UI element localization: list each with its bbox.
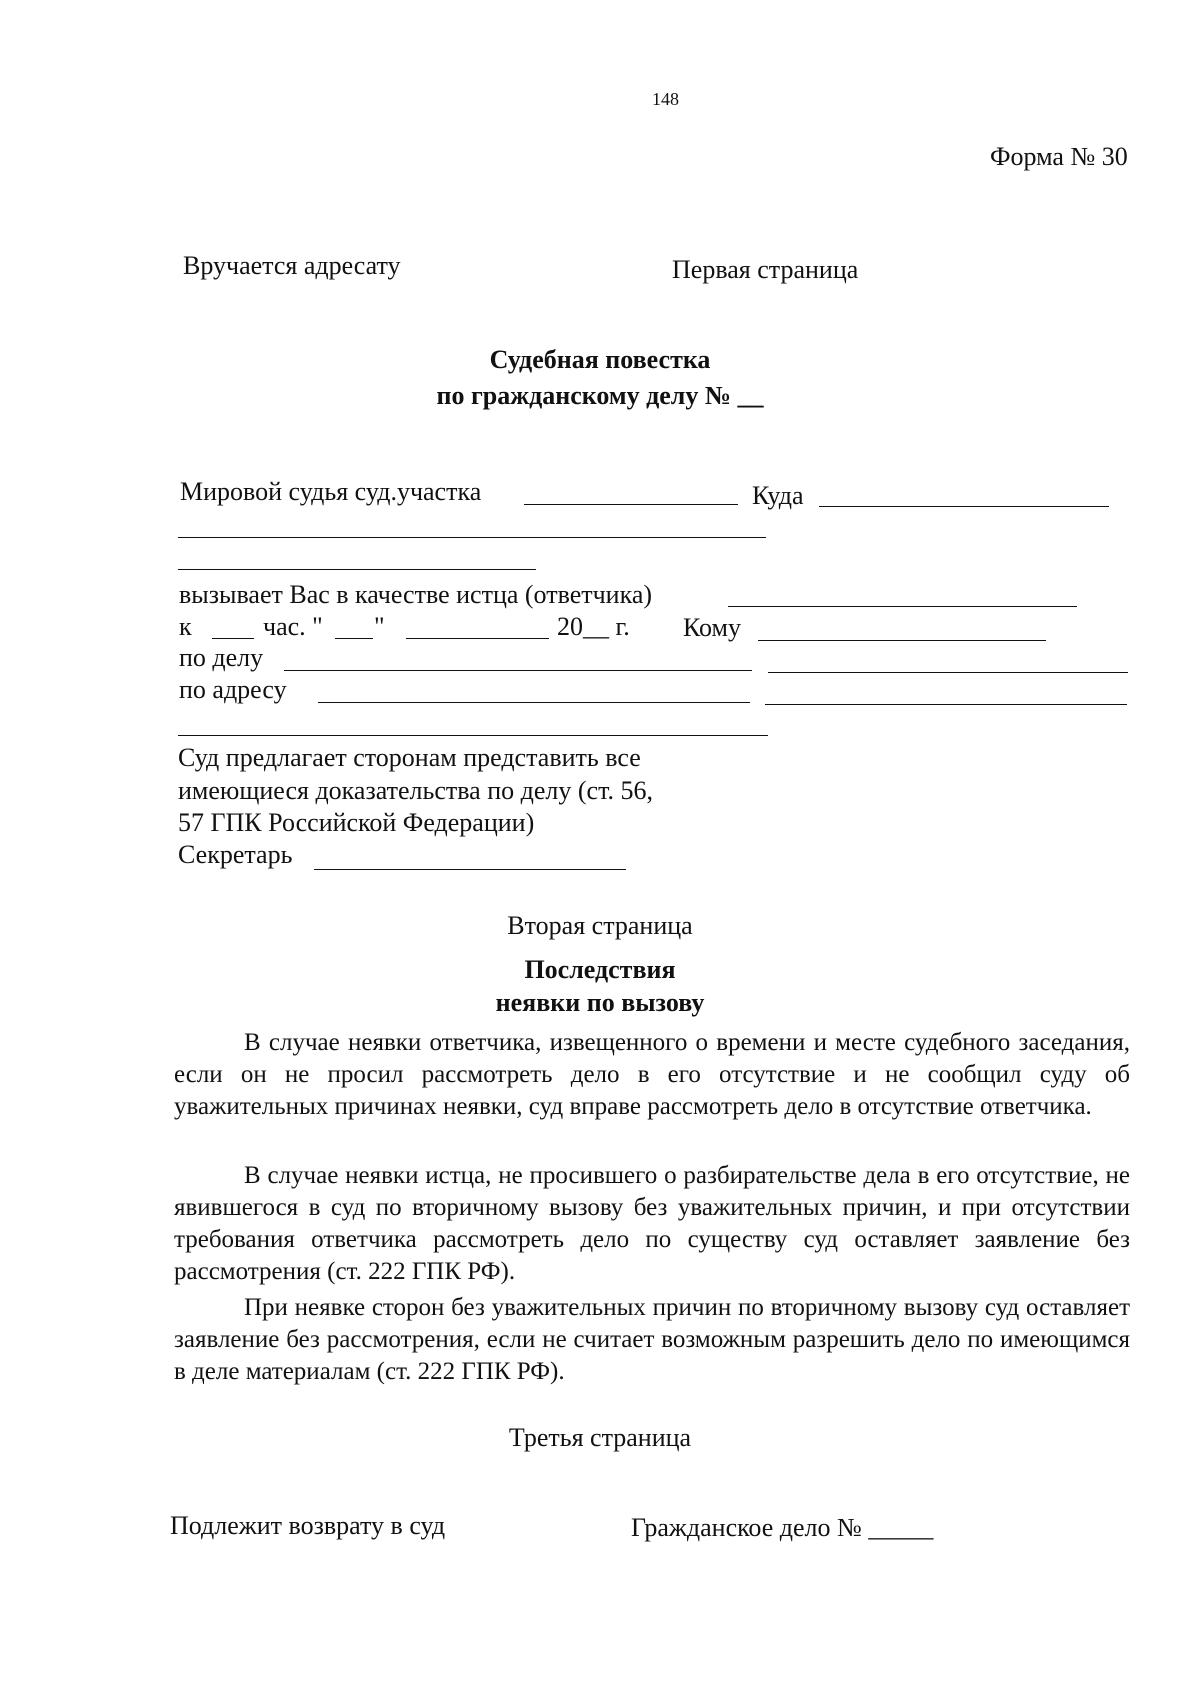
- address-label: по адресу: [179, 675, 287, 704]
- summons-title: Судебная повестка: [489, 345, 711, 374]
- consequences-title: Последствия: [524, 955, 676, 984]
- address-field-2: [178, 735, 768, 736]
- consequences-paragraph-3: При неявке сторон без уважительных причин по вторичному вызову суд оставляет заявление без рассмотрения, если не считает возможным разрешить дело по имеющимся в деле материалам (ст. 222 ГПК РФ).: [174, 1294, 1130, 1385]
- secretary-field: [314, 869, 626, 870]
- address-field: [318, 702, 750, 703]
- at-label: к: [179, 612, 192, 641]
- role-field: [728, 606, 1077, 607]
- month-field: [406, 638, 549, 639]
- evidence-line-3: 57 ГПК Российской Федерации): [178, 808, 535, 837]
- page-number: 148: [652, 89, 679, 109]
- consequences-subtitle: неявки по вызову: [495, 988, 705, 1017]
- summons-subtitle: по гражданскому делу № __: [436, 381, 764, 410]
- year-label: 20__ г.: [557, 612, 630, 641]
- secretary-label: Секретарь: [178, 840, 293, 869]
- form-number: Форма № 30: [990, 142, 1128, 171]
- consequences-paragraph-2: В случае неявки истца, не просившего о разбирательстве дела в его отсутствие, не явившегося в суд по вторичному вызову без уважительных причин, и при отсутствии требования ответчика рассмотреть дело по существу суд оставляет заявление без рассмотрения (ст. 222 ГПК РФ).: [174, 1162, 1130, 1285]
- judge-name-field-1: [178, 537, 766, 538]
- evidence-line-1: Суд предлагает сторонам представить все: [178, 743, 641, 772]
- civil-case-number-label: Гражданское дело № _____: [631, 1513, 934, 1542]
- consequences-paragraph-1: В случае неявки ответчика, извещенного о времени и месте судебного заседания, если он не просил рассмотреть дело в его отсутствие и не сообщил суду об уважительных причинах неявки, суд вправе рассмотреть дело в отсутствие ответчика.: [174, 1029, 1130, 1120]
- summons-text: вызывает Вас в качестве истца (ответчика): [179, 580, 653, 609]
- delivered-to-label: Вручается адресату: [183, 251, 401, 280]
- case-field: [284, 670, 752, 671]
- second-page-label: Вторая страница: [507, 911, 693, 940]
- hour-field: [212, 638, 254, 639]
- court-district-field: [524, 504, 738, 505]
- judge-name-field-2: [178, 569, 536, 570]
- first-page-label: Первая страница: [672, 255, 859, 284]
- evidence-line-2: имеющиеся доказательства по делу (ст. 56,: [178, 776, 653, 805]
- case-label: по делу: [179, 643, 264, 672]
- third-page-label: Третья страница: [508, 1423, 692, 1452]
- judge-label: Мировой судья суд.участка: [180, 477, 482, 506]
- where-label: Куда: [752, 481, 804, 510]
- day-quote-close: ": [374, 612, 385, 641]
- case-field-extra: [768, 672, 1128, 673]
- return-to-court-label: Подлежит возврату в суд: [170, 1511, 446, 1540]
- whom-label: Кому: [683, 613, 742, 642]
- whom-field: [758, 640, 1046, 641]
- address-field-extra: [765, 704, 1127, 705]
- where-field: [819, 506, 1109, 507]
- day-field: [335, 638, 373, 639]
- hour-label: час. ": [263, 612, 323, 641]
